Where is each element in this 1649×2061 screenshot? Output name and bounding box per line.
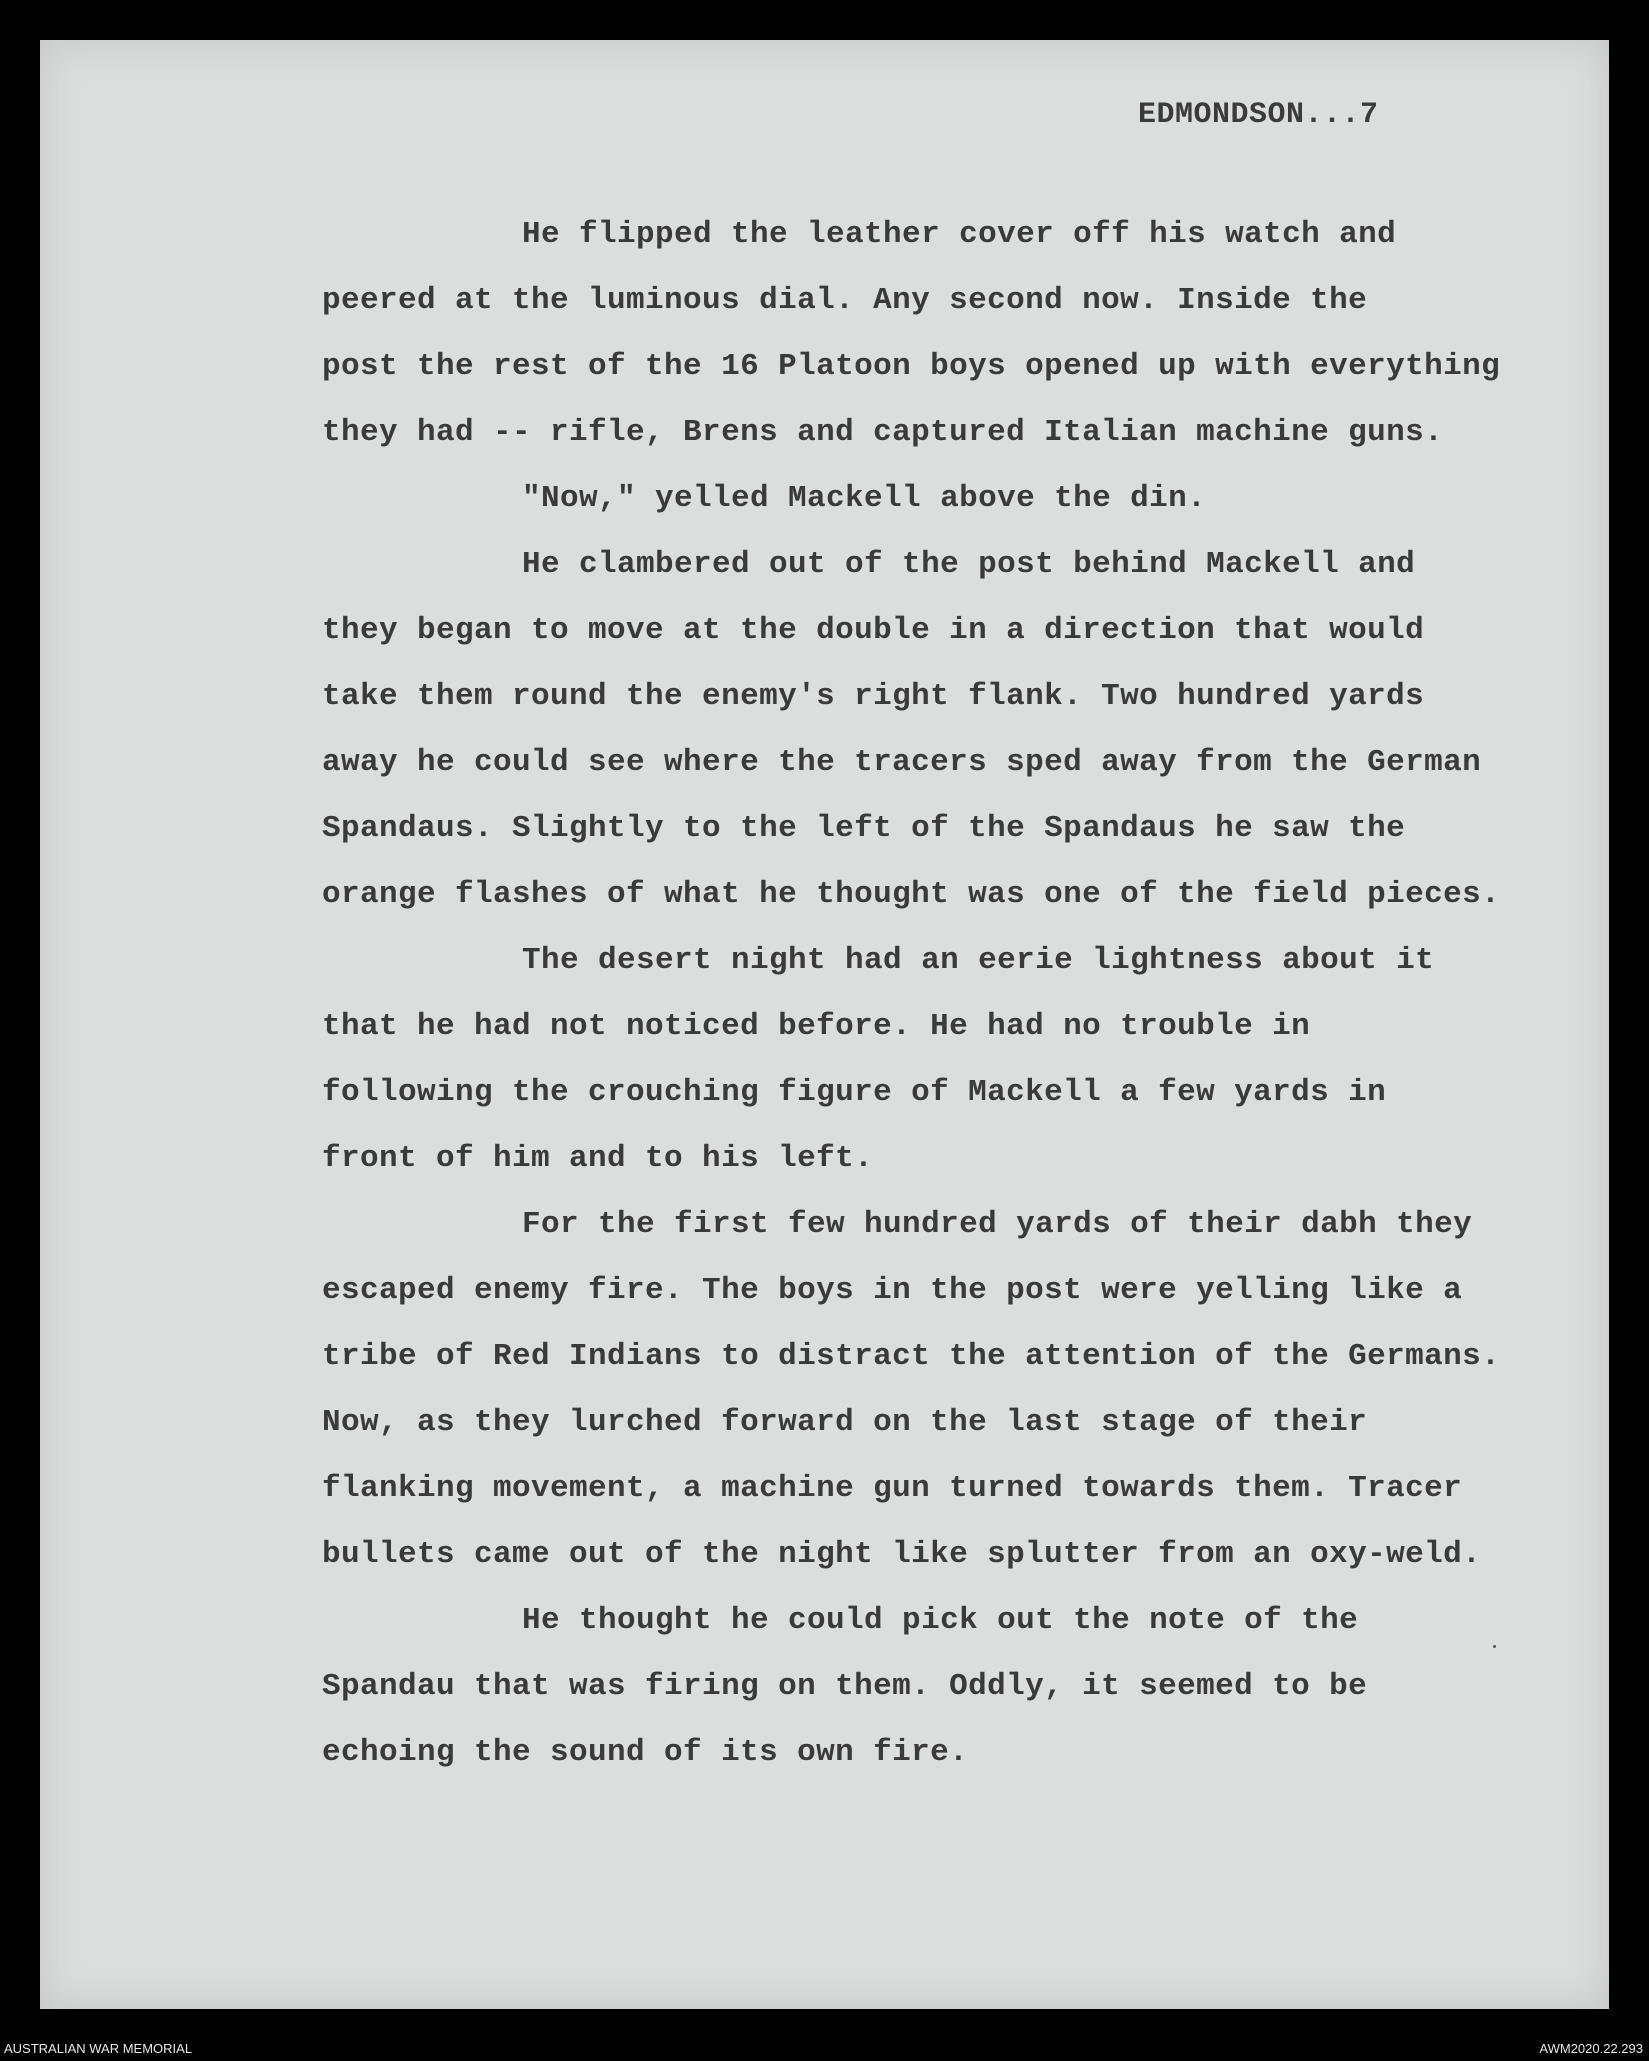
text-line: post the rest of the 16 Platoon boys opened up with everything [322,349,1501,384]
text-line: orange flashes of what he thought was one of the field pieces. [322,877,1501,912]
text-line: He thought he could pick out the note of the [522,1603,1359,1638]
text-line: they had -- rifle, Brens and captured Italian machine guns. [322,415,1444,450]
page-header: EDMONDSON...7 [1138,98,1379,132]
text-line: bullets came out of the night like splutter from an oxy-weld. [322,1537,1482,1572]
text-line: Now, as they lurched forward on the last stage of their [322,1405,1368,1440]
text-line: For the first few hundred yards of their dabh they [522,1207,1473,1242]
paper-speck [1493,1645,1496,1648]
text-line: take them round the enemy's right flank. Two hundred yards [322,679,1425,714]
text-line: The desert night had an eerie lightness about it [522,943,1435,978]
text-line: that he had not noticed before. He had no trouble in [322,1009,1311,1044]
text-line: "Now," yelled Mackell above the din. [522,481,1207,516]
text-line: He clambered out of the post behind Mackell and [522,547,1416,582]
text-line: echoing the sound of its own fire. [322,1735,969,1770]
text-line: Spandaus. Slightly to the left of the Spandaus he saw the [322,811,1406,846]
body-text [322,202,1592,1786]
text-line: flanking movement, a machine gun turned towards them. Tracer [322,1471,1463,1506]
text-line: Spandau that was firing on them. Oddly, it seemed to be [322,1669,1368,1704]
text-line: front of him and to his left. [322,1141,874,1176]
footer-institution: AUSTRALIAN WAR MEMORIAL [4,2041,193,2056]
text-line: away he could see where the tracers sped away from the German [322,745,1482,780]
footer-reference: AWM2020.22.293 [1539,2041,1643,2056]
text-line: following the crouching figure of Mackell a few yards in [322,1075,1387,1110]
text-line: He flipped the leather cover off his watch and [522,217,1397,252]
text-line: peered at the luminous dial. Any second now. Inside the [322,283,1368,318]
text-line: they began to move at the double in a direction that would [322,613,1425,648]
text-line: escaped enemy fire. The boys in the post were yelling like a [322,1273,1463,1308]
text-line: tribe of Red Indians to distract the attention of the Germans. [322,1339,1501,1374]
